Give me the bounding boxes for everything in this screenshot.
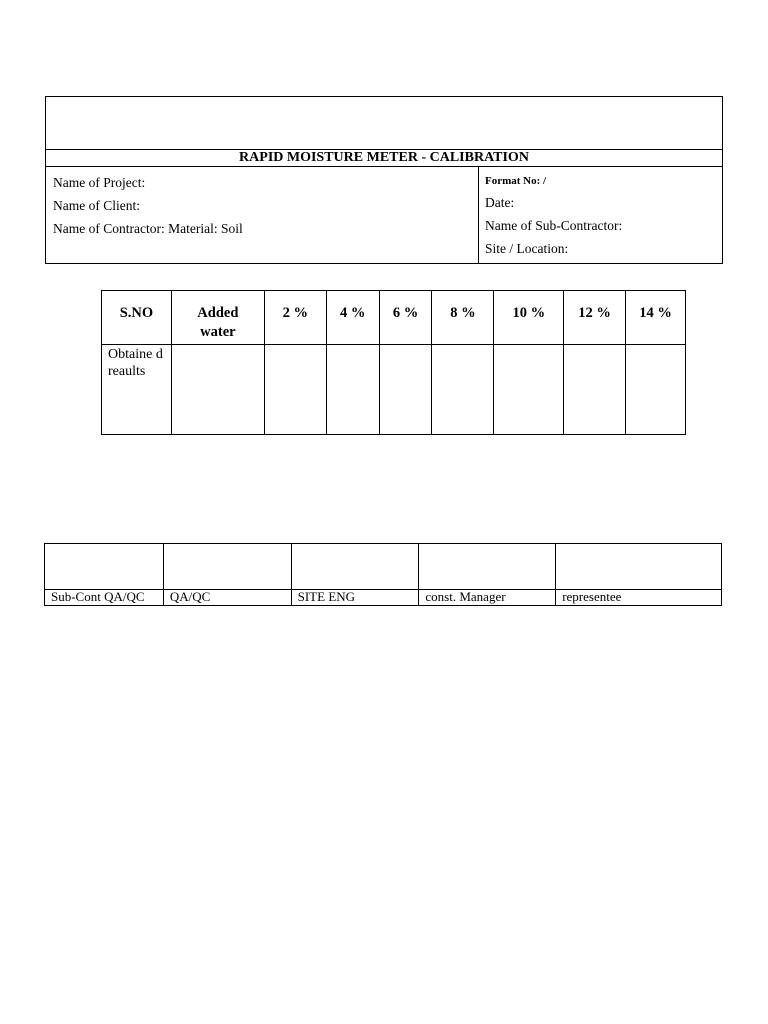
obtained-results-label: Obtaine d reaults	[102, 345, 172, 435]
format-no-label: Format No: /	[485, 175, 547, 187]
form-title: RAPID MOISTURE METER - CALIBRATION	[239, 150, 529, 165]
signature-label-site-eng: SITE ENG	[291, 590, 419, 606]
result-cell[interactable]	[171, 345, 264, 435]
signature-box-representee[interactable]	[556, 544, 722, 590]
signature-label-representee: representee	[556, 590, 722, 606]
result-cell[interactable]	[379, 345, 432, 435]
header-10-percent: 10 %	[494, 291, 564, 345]
signature-box-const-manager[interactable]	[419, 544, 556, 590]
result-cell[interactable]	[264, 345, 326, 435]
header-4-percent: 4 %	[326, 291, 379, 345]
header-2-percent: 2 %	[264, 291, 326, 345]
signature-table	[44, 543, 722, 606]
obtained-results-row	[102, 345, 686, 435]
calibration-header-row	[102, 291, 686, 345]
result-cell[interactable]	[626, 345, 686, 435]
signature-label-row	[45, 590, 722, 606]
client-name-label: Name of Client:	[53, 198, 140, 213]
header-divider-vertical	[478, 166, 479, 264]
calibration-table	[101, 290, 686, 435]
signature-label-sub-cont-qaqc: Sub-Cont QA/QC	[45, 590, 164, 606]
header-6-percent: 6 %	[379, 291, 432, 345]
header-14-percent: 14 %	[626, 291, 686, 345]
result-cell[interactable]	[326, 345, 379, 435]
header-divider-title	[45, 166, 723, 167]
header-box	[45, 96, 723, 264]
signature-box-site-eng[interactable]	[291, 544, 419, 590]
signature-box-qaqc[interactable]	[163, 544, 291, 590]
site-location-label: Site / Location:	[485, 241, 569, 256]
sub-contractor-label: Name of Sub-Contractor:	[485, 218, 623, 233]
result-cell[interactable]	[564, 345, 626, 435]
project-name-label: Name of Project:	[53, 175, 146, 190]
signature-label-qaqc: QA/QC	[163, 590, 291, 606]
contractor-material-label: Name of Contractor: Material: Soil	[53, 221, 243, 236]
header-8-percent: 8 %	[432, 291, 494, 345]
date-label: Date:	[485, 195, 515, 210]
signature-label-const-manager: const. Manager	[419, 590, 556, 606]
header-added-water: Added water	[171, 291, 264, 345]
signature-space-row	[45, 544, 722, 590]
result-cell[interactable]	[432, 345, 494, 435]
result-cell[interactable]	[494, 345, 564, 435]
header-sno: S.NO	[102, 291, 172, 345]
signature-box-sub-cont-qaqc[interactable]	[45, 544, 164, 590]
header-12-percent: 12 %	[564, 291, 626, 345]
